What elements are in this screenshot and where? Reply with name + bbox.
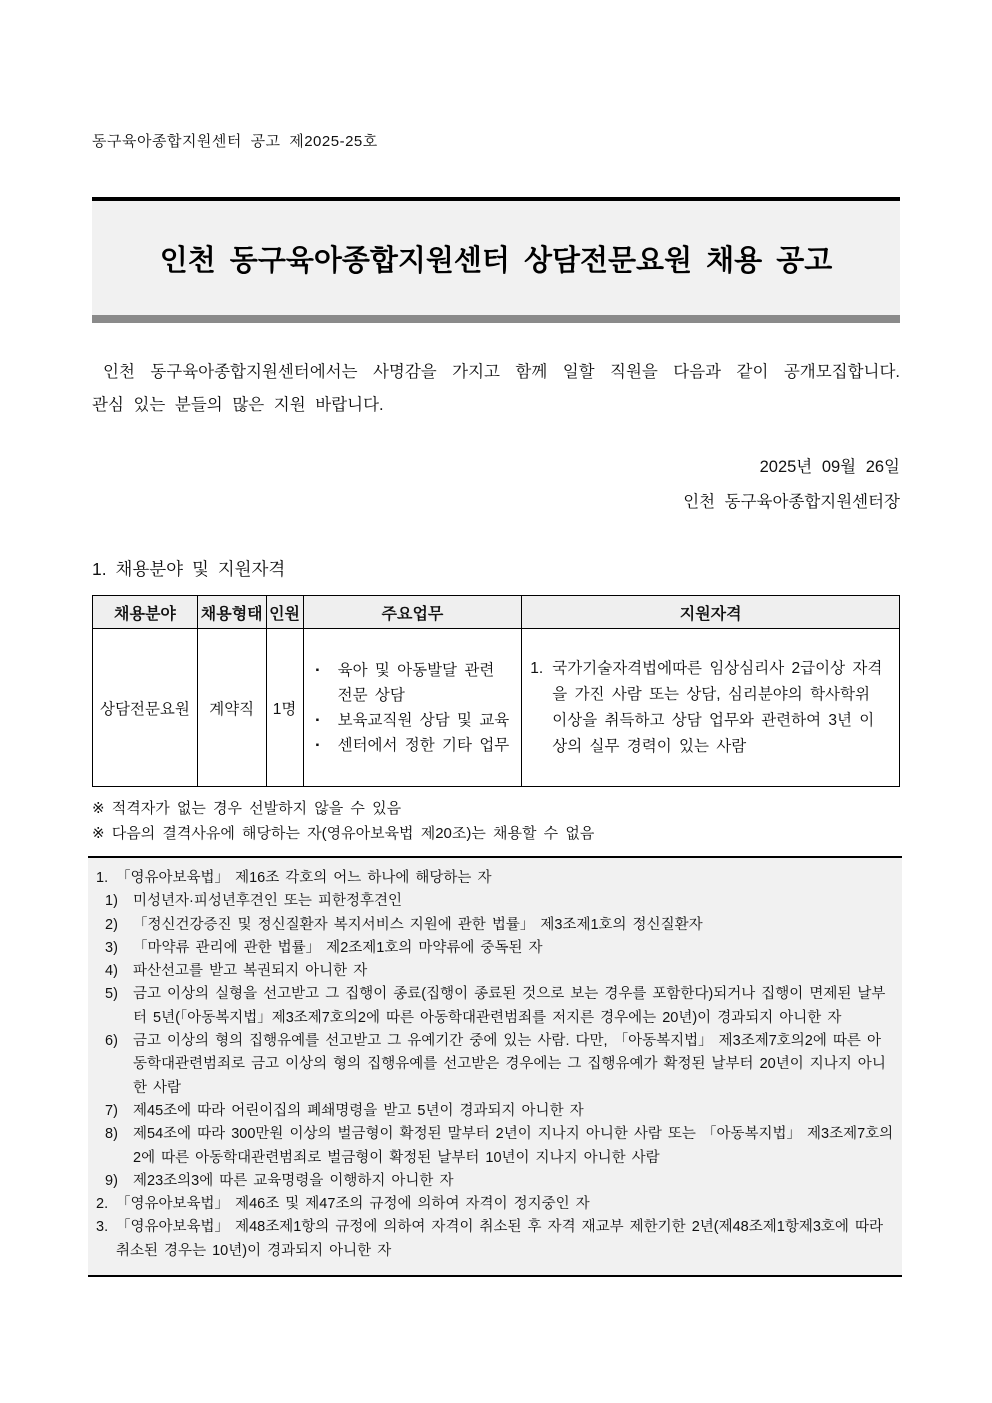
signer-title: 인천 동구육아종합지원센터장 [683, 493, 900, 511]
item-text: 「영유아보육법」 제46조 및 제47조의 규정에 의하여 자격이 정지중인 자 [116, 1196, 590, 1213]
list-item [96, 914, 894, 937]
list-item [96, 890, 894, 913]
intro-paragraph [92, 356, 900, 422]
item-text: 파산선고를 받고 복권되지 아니한 자 [133, 963, 368, 980]
list-item [96, 1123, 894, 1170]
bullet-square-icon: ▪ [315, 739, 320, 751]
title-banner [92, 197, 900, 323]
list-item [316, 733, 516, 758]
item-text: 금고 이상의 형의 집행유예를 선고받고 그 유예기간 중에 있는 사람. 다만, 「아동복지법」 제3조제7호의2에 따른 아동학대관련범죄로 금고 이상의 형의 집행유예를 선고받은 경우에는 그 집행유예가 확정된 날부터 20년이 지나지 아니한 사람 [133, 1033, 886, 1096]
recruitment-table [92, 595, 900, 787]
col-header-field: 채용분야 [93, 596, 198, 629]
section-1-heading: 1. 채용분야 및 지원자격 [92, 559, 286, 579]
item-text: 「마약류 관리에 관한 법률」 제2조제1호의 마약류에 중독된 자 [133, 939, 543, 956]
item-number: 2) [105, 916, 118, 933]
item-number: 1. [96, 870, 109, 886]
duty-text: 육아 및 아동발달 관련 전문 상담 [337, 661, 495, 704]
duty-text: 보육교직원 상담 및 교육 [337, 711, 510, 729]
duty-text: 센터에서 정한 기타 업무 [337, 736, 510, 754]
note-no-selection: ※ 적격자가 없는 경우 선발하지 않을 수 있음 [92, 800, 402, 817]
cell-duties [303, 629, 522, 787]
item-text: 「정신건강증진 및 정신질환자 복지서비스 지원에 관한 법률」 제3조제1호의 정신질환자 [133, 916, 703, 933]
col-header-qualifications: 지원자격 [522, 596, 900, 629]
item-text: 「영유아보육법」 제16조 각호의 어느 하나에 해당하는 자 [116, 870, 492, 886]
cell-type: 계약직 [197, 629, 266, 787]
col-header-count: 인원 [266, 596, 303, 629]
list-item [316, 708, 516, 733]
disqualification-list [96, 867, 894, 1263]
cell-count: 1명 [266, 629, 303, 787]
item-number: 3) [105, 939, 118, 956]
list-item [96, 867, 894, 890]
bullet-square-icon: ▪ [315, 664, 320, 676]
list-item [96, 1100, 894, 1123]
duties-list [304, 652, 522, 764]
intro-line-1: 인천 동구육아종합지원센터에서는 사명감을 가지고 함께 일할 직원을 다음과 같이 공개모집합니다. [103, 363, 900, 381]
item-number: 8) [105, 1126, 118, 1143]
table-row [93, 629, 900, 787]
qualification-text: 국가기술자격법에따른 임상심리사 2급이상 자격을 가진 사람 또는 상담, 심리분야의 학사학위 이상을 취득하고 상담 업무와 관련하여 3년 이상의 실무 경력이 있는 사람 [552, 659, 883, 755]
list-item [96, 1030, 894, 1100]
cell-field: 상담전문요원 [93, 629, 198, 787]
item-text: 「영유아보육법」 제48조제1항의 규정에 의하여 자격이 취소된 후 자격 재교부 제한기한 2년(제48조제1항제3호에 따라 취소된 경우는 10년)이 경과되지 아니한 자 [116, 1219, 883, 1259]
item-text: 제45조에 따라 어린이집의 폐쇄명령을 받고 5년이 경과되지 아니한 자 [133, 1102, 584, 1119]
list-item [96, 1216, 894, 1263]
list-item [316, 658, 516, 708]
list-item [96, 1170, 894, 1193]
item-text: 금고 이상의 실형을 선고받고 그 집행이 종료(집행이 종료된 것으로 보는 경우를 포함한다)되거나 집행이 면제된 날부터 5년(「아동복지법」제3조제7호의2에 따른 아동학대관련범죄를 저지른 경우에는 20년)이 경과되지 아니한 자 [133, 986, 886, 1026]
list-item [96, 1193, 894, 1216]
list-item [96, 960, 894, 983]
item-number: 3. [96, 1219, 109, 1236]
bullet-square-icon: ▪ [315, 714, 320, 726]
list-item [96, 983, 894, 1030]
table-header-row [93, 596, 900, 629]
notes-list [92, 796, 900, 846]
qualification-item [530, 656, 889, 760]
item-number: 6) [105, 1033, 118, 1050]
item-number: 4) [105, 963, 118, 980]
col-header-type: 채용형태 [197, 596, 266, 629]
date-signature-block [92, 450, 900, 520]
item-text: 미성년자·피성년후견인 또는 피한정후견인 [133, 893, 403, 910]
disqualification-box [88, 856, 902, 1277]
note-disqualification: ※ 다음의 결격사유에 해당하는 자(영유아보육법 제20조)는 채용할 수 없음 [92, 825, 595, 842]
item-number: 1) [105, 893, 118, 910]
doc-number: 동구육아종합지원센터 공고 제2025-25호 [92, 133, 378, 150]
item-number: 9) [105, 1172, 118, 1189]
col-header-duties: 주요업무 [303, 596, 522, 629]
list-item [96, 937, 894, 960]
qualification-number: 1. [530, 659, 544, 677]
item-text: 제23조의3에 따른 교육명령을 이행하지 아니한 자 [133, 1172, 454, 1189]
item-number: 7) [105, 1102, 118, 1119]
page-title: 인천 동구육아종합지원센터 상담전문요원 채용 공고 [159, 244, 833, 277]
item-text: 제54조에 따라 300만원 이상의 벌금형이 확정된 말부터 2년이 지나지 아니한 사람 또는 「아동복지법」 제3조제7호의2에 따른 아동학대관련범죄로 벌금형이 확정된 날부터 10년이 지나지 아니한 사람 [133, 1126, 894, 1166]
item-number: 2. [96, 1196, 109, 1213]
cell-qualifications [522, 629, 900, 787]
intro-line-2: 관심 있는 분들의 많은 지원 바랍니다. [92, 396, 384, 414]
announcement-date: 2025년 09월 26일 [759, 458, 900, 476]
item-number: 5) [105, 986, 118, 1003]
